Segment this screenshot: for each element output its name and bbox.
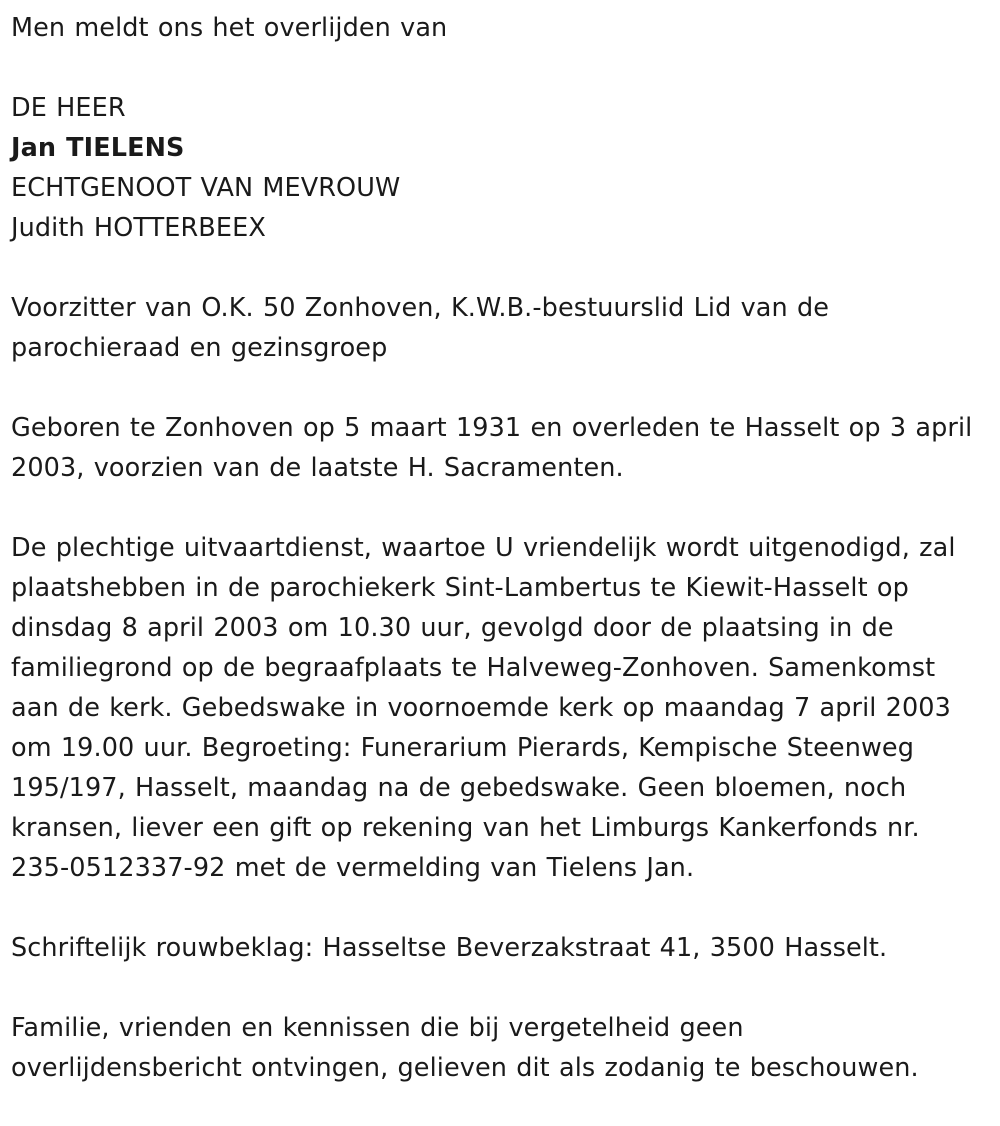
deceased-relation: ECHTGENOOT VAN MEVROUW: [11, 173, 401, 203]
intro-text: Men meldt ons het overlijden van: [11, 13, 448, 43]
closing-paragraph: [11, 1008, 989, 1088]
spacer: [11, 368, 989, 408]
funeral-line: dinsdag 8 april 2003 om 10.30 uur, gevolgd door de plaatsing in de: [11, 613, 894, 643]
funeral-line: om 19.00 uur. Begroeting: Funerarium Pierards, Kempische Steenweg: [11, 733, 914, 763]
birth-death-paragraph: [11, 408, 989, 488]
spacer: [11, 888, 989, 928]
funeral-line: aan de kerk. Gebedswake in voornoemde kerk op maandag 7 april 2003: [11, 693, 951, 723]
birth-death-line: 2003, voorzien van de laatste H. Sacramenten.: [11, 453, 624, 483]
deceased-title: DE HEER: [11, 93, 126, 123]
spacer: [11, 48, 989, 88]
spouse-name: Judith HOTTERBEEX: [11, 213, 266, 243]
closing-line: Familie, vrienden en kennissen die bij vergetelheid geen: [11, 1013, 744, 1043]
functions-line: parochieraad en gezinsgroep: [11, 333, 388, 363]
funeral-line: 235-0512337-92 met de vermelding van Tielens Jan.: [11, 853, 695, 883]
spacer: [11, 248, 989, 288]
functions-paragraph: [11, 288, 989, 368]
funeral-line: De plechtige uitvaartdienst, waartoe U vriendelijk wordt uitgenodigd, zal: [11, 533, 956, 563]
closing-line: overlijdensbericht ontvingen, gelieven dit als zodanig te beschouwen.: [11, 1053, 919, 1083]
deceased-name: Jan TIELENS: [11, 133, 185, 163]
funeral-line: familiegrond op de begraafplaats te Halveweg-Zonhoven. Samenkomst: [11, 653, 936, 683]
death-notice: [11, 8, 989, 1088]
funeral-line: kransen, liever een gift op rekening van het Limburgs Kankerfonds nr.: [11, 813, 920, 843]
spacer: [11, 488, 989, 528]
funeral-line: plaatshebben in de parochiekerk Sint-Lambertus te Kiewit-Hasselt op: [11, 573, 909, 603]
funeral-paragraph: [11, 528, 989, 888]
funeral-line: 195/197, Hasselt, maandag na de gebedswake. Geen bloemen, noch: [11, 773, 907, 803]
spacer: [11, 968, 989, 1008]
birth-death-line: Geboren te Zonhoven op 5 maart 1931 en overleden te Hasselt op 3 april: [11, 413, 973, 443]
condolences-address: Schriftelijk rouwbeklag: Hasseltse Beverzakstraat 41, 3500 Hasselt.: [11, 933, 888, 963]
functions-line: Voorzitter van O.K. 50 Zonhoven, K.W.B.-bestuurslid Lid van de: [11, 293, 830, 323]
